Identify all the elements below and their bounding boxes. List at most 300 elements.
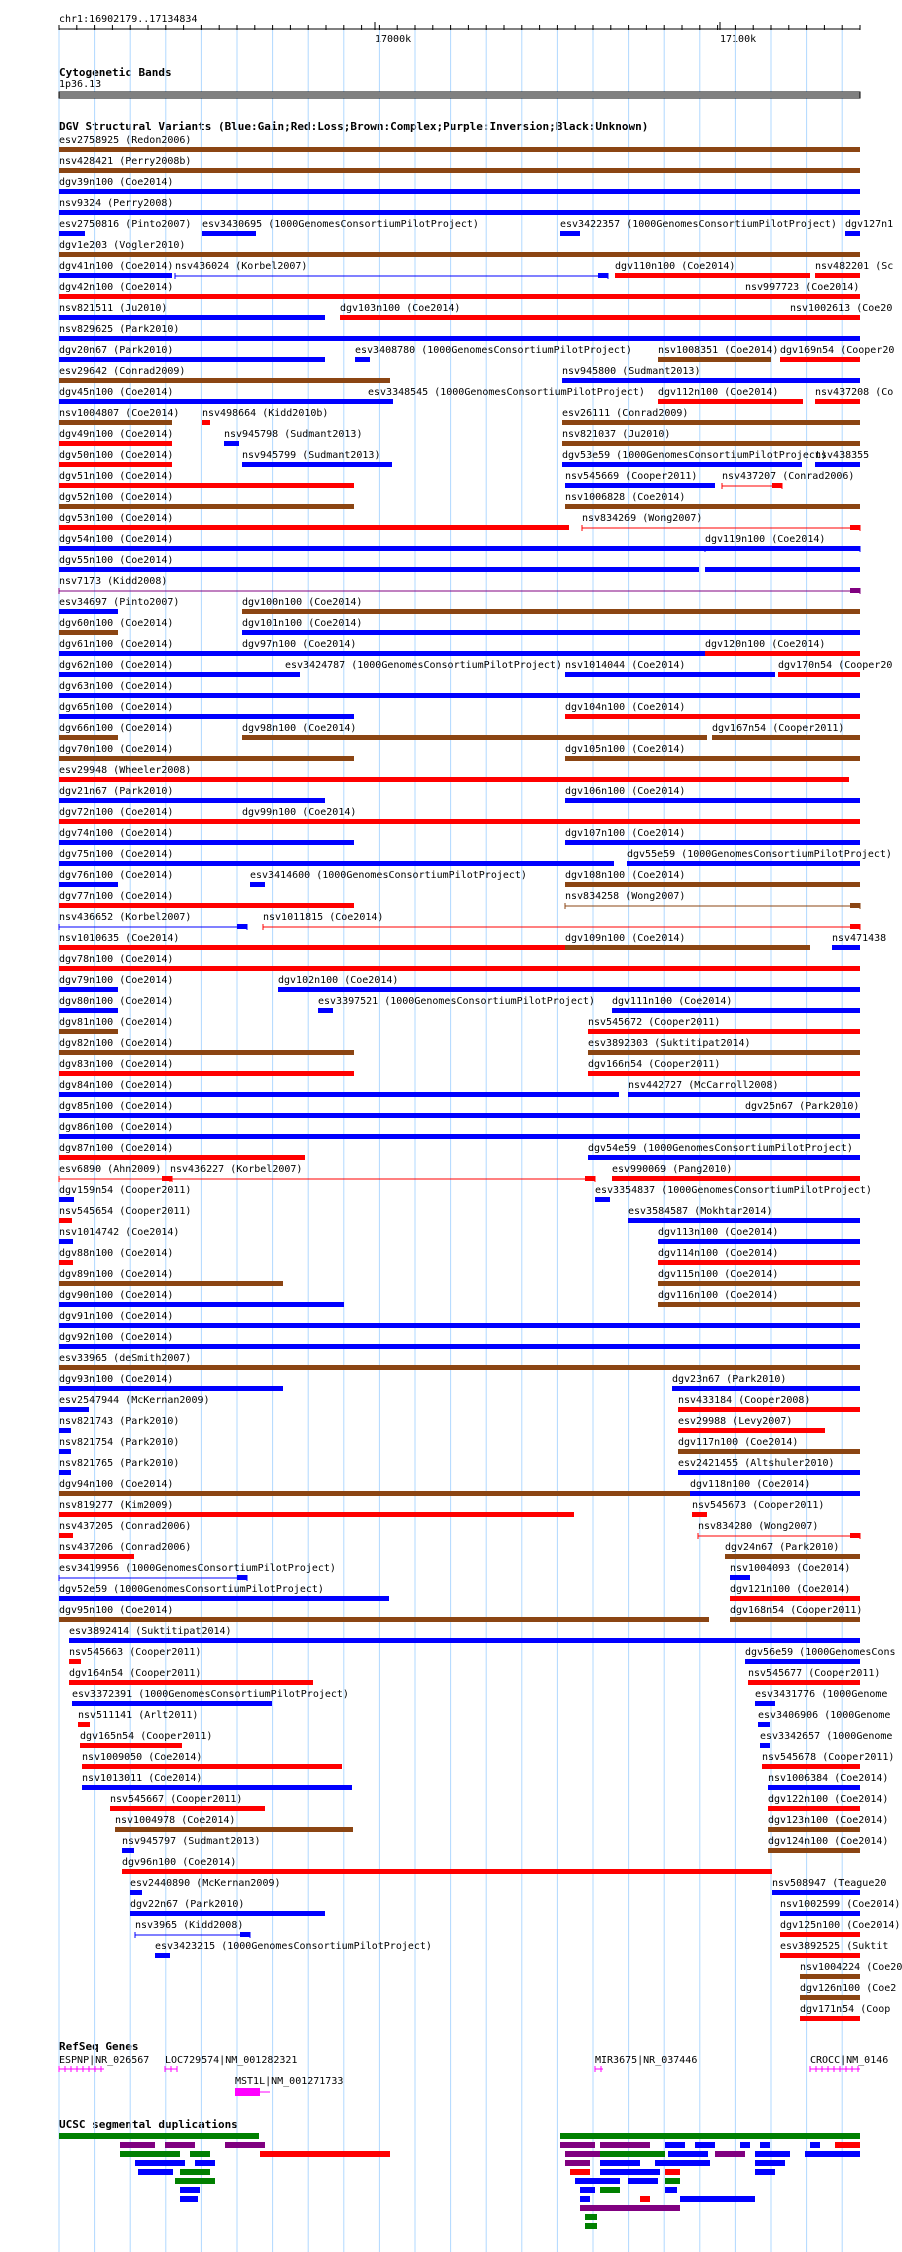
sv-label[interactable]: nsv436024 (Korbel2007) <box>175 261 308 272</box>
sv-label[interactable]: nsv1006828 (Coe2014) <box>565 492 686 503</box>
sv-label[interactable]: dgv93n100 (Coe2014) <box>59 1374 174 1385</box>
segdup-bar[interactable] <box>600 2187 620 2193</box>
sv-label[interactable]: esv3419956 (1000GenomesConsortiumPilotProject) <box>59 1563 336 1574</box>
sv-bar[interactable] <box>562 462 802 467</box>
sv-bar[interactable] <box>745 1659 860 1664</box>
sv-bar[interactable] <box>815 462 860 467</box>
segdup-bar[interactable] <box>195 2160 215 2166</box>
sv-bar[interactable] <box>678 1449 860 1454</box>
sv-label[interactable]: dgv124n100 (Coe2014) <box>768 1836 889 1847</box>
sv-label[interactable]: dgv170n54 (Cooper20 <box>778 660 893 671</box>
sv-label[interactable]: dgv78n100 (Coe2014) <box>59 954 174 965</box>
segdup-bar[interactable] <box>755 2169 775 2175</box>
sv-bar[interactable] <box>59 315 325 320</box>
sv-bar[interactable] <box>59 714 354 719</box>
sv-bar[interactable] <box>59 1260 73 1265</box>
sv-label[interactable]: nsv545677 (Cooper2011) <box>748 1668 881 1679</box>
sv-bar[interactable] <box>59 777 849 782</box>
segdup-bar[interactable] <box>585 2214 597 2220</box>
sv-label[interactable]: nsv1008351 (Coe2014) <box>658 345 779 356</box>
segdup-bar[interactable] <box>120 2142 155 2148</box>
sv-label[interactable]: nsv1004978 (Coe2014) <box>115 1815 236 1826</box>
sv-label[interactable]: dgv25n67 (Park2010) <box>745 1101 860 1112</box>
sv-bar[interactable] <box>242 630 860 635</box>
sv-label[interactable]: dgv21n67 (Park2010) <box>59 786 174 797</box>
sv-bar[interactable] <box>242 735 707 740</box>
segdup-bar[interactable] <box>260 2151 390 2157</box>
segdup-bar[interactable] <box>565 2151 600 2157</box>
sv-bar[interactable] <box>59 378 390 383</box>
sv-label[interactable]: dgv82n100 (Coe2014) <box>59 1038 174 1049</box>
sv-bar[interactable] <box>755 1701 775 1706</box>
sv-label[interactable]: dgv119n100 (Coe2014) <box>705 534 826 545</box>
sv-label[interactable]: nsv1004807 (Coe2014) <box>59 408 180 419</box>
sv-label[interactable]: dgv106n100 (Coe2014) <box>565 786 686 797</box>
sv-label[interactable]: dgv116n100 (Coe2014) <box>658 1290 779 1301</box>
sv-label[interactable]: dgv111n100 (Coe2014) <box>612 996 733 1007</box>
sv-bar[interactable] <box>565 945 810 950</box>
sv-bar[interactable] <box>250 882 265 887</box>
sv-label[interactable]: nsv1011815 (Coe2014) <box>263 912 384 923</box>
sv-bar[interactable] <box>705 567 860 572</box>
sv-label[interactable]: dgv54n100 (Coe2014) <box>59 534 174 545</box>
sv-label[interactable]: nsv545654 (Cooper2011) <box>59 1206 192 1217</box>
sv-bar[interactable] <box>772 483 782 488</box>
sv-label[interactable]: dgv56e59 (1000GenomesCons <box>745 1647 896 1658</box>
sv-bar[interactable] <box>745 1113 860 1118</box>
sv-label[interactable]: nsv821765 (Park2010) <box>59 1458 180 1469</box>
sv-bar[interactable] <box>237 1575 247 1580</box>
sv-bar[interactable] <box>627 861 860 866</box>
sv-label[interactable]: dgv55e59 (1000GenomesConsortiumPilotProject) <box>627 849 892 860</box>
sv-bar[interactable] <box>562 420 860 425</box>
sv-bar[interactable] <box>59 483 354 488</box>
sv-bar[interactable] <box>850 1533 860 1538</box>
sv-bar[interactable] <box>730 1596 860 1601</box>
sv-bar[interactable] <box>760 1743 770 1748</box>
sv-bar[interactable] <box>59 756 354 761</box>
sv-label[interactable]: dgv166n54 (Cooper2011) <box>588 1059 721 1070</box>
sv-bar[interactable] <box>59 861 614 866</box>
sv-bar[interactable] <box>59 420 172 425</box>
sv-label[interactable]: esv2750816 (Pinto2007) <box>59 219 192 230</box>
sv-label[interactable]: esv2440890 (McKernan2009) <box>130 1878 281 1889</box>
sv-bar[interactable] <box>628 1218 860 1223</box>
segdup-bar[interactable] <box>805 2151 860 2157</box>
sv-label[interactable]: esv3397521 (1000GenomesConsortiumPilotProject) <box>318 996 595 1007</box>
sv-label[interactable]: dgv39n100 (Coe2014) <box>59 177 174 188</box>
sv-bar[interactable] <box>224 441 239 446</box>
sv-bar[interactable] <box>318 1008 333 1013</box>
sv-bar[interactable] <box>59 1092 619 1097</box>
sv-label[interactable]: dgv22n67 (Park2010) <box>130 1899 245 1910</box>
sv-label[interactable]: dgv95n100 (Coe2014) <box>59 1605 174 1616</box>
gene-label[interactable]: CROCC|NM_0146 <box>810 2055 889 2066</box>
segdup-bar[interactable] <box>580 2187 595 2193</box>
sv-label[interactable]: dgv118n100 (Coe2014) <box>690 1479 811 1490</box>
sv-bar[interactable] <box>59 1134 860 1139</box>
sv-bar[interactable] <box>565 504 860 509</box>
sv-label[interactable]: esv29988 (Levy2007) <box>678 1416 793 1427</box>
sv-label[interactable]: dgv85n100 (Coe2014) <box>59 1101 174 1112</box>
sv-bar[interactable] <box>242 462 392 467</box>
sv-bar[interactable] <box>130 1911 325 1916</box>
sv-label[interactable]: esv3892414 (Suktitipat2014) <box>69 1626 232 1637</box>
sv-label[interactable]: nsv436652 (Korbel2007) <box>59 912 192 923</box>
segdup-bar[interactable] <box>755 2151 790 2157</box>
sv-label[interactable]: nsv945799 (Sudmant2013) <box>242 450 381 461</box>
sv-bar[interactable] <box>59 441 172 446</box>
sv-label[interactable]: nsv7173 (Kidd2008) <box>59 576 168 587</box>
sv-bar[interactable] <box>768 1806 860 1811</box>
sv-label[interactable]: esv29948 (Wheeler2008) <box>59 765 192 776</box>
sv-bar[interactable] <box>59 273 172 278</box>
sv-bar[interactable] <box>705 651 860 656</box>
sv-label[interactable]: dgv98n100 (Coe2014) <box>242 723 357 734</box>
sv-label[interactable]: esv3423215 (1000GenomesConsortiumPilotProject) <box>155 1941 432 1952</box>
sv-label[interactable]: dgv23n67 (Park2010) <box>672 1374 787 1385</box>
sv-bar[interactable] <box>59 882 118 887</box>
sv-bar[interactable] <box>815 399 860 404</box>
sv-bar[interactable] <box>59 1050 354 1055</box>
sv-bar[interactable] <box>595 1197 610 1202</box>
sv-bar[interactable] <box>772 1890 860 1895</box>
sv-label[interactable]: dgv76n100 (Coe2014) <box>59 870 174 881</box>
sv-label[interactable]: esv3422357 (1000GenomesConsortiumPilotProject) <box>560 219 837 230</box>
sv-label[interactable]: nsv545669 (Cooper2011) <box>565 471 698 482</box>
sv-bar[interactable] <box>202 231 256 236</box>
sv-label[interactable]: dgv97n100 (Coe2014) <box>242 639 357 650</box>
sv-label[interactable]: nsv437205 (Conrad2006) <box>59 1521 192 1532</box>
sv-bar[interactable] <box>588 1155 860 1160</box>
sv-label[interactable]: nsv1009050 (Coe2014) <box>82 1752 203 1763</box>
sv-bar[interactable] <box>778 672 860 677</box>
sv-label[interactable]: dgv88n100 (Coe2014) <box>59 1248 174 1259</box>
sv-label[interactable]: nsv498664 (Kidd2010b) <box>202 408 329 419</box>
sv-label[interactable]: esv3584587 (Mokhtar2014) <box>628 1206 773 1217</box>
segdup-bar[interactable] <box>180 2196 198 2202</box>
sv-label[interactable]: dgv65n100 (Coe2014) <box>59 702 174 713</box>
sv-bar[interactable] <box>588 1071 860 1076</box>
segdup-bar[interactable] <box>665 2169 680 2175</box>
sv-bar[interactable] <box>59 294 749 299</box>
sv-label[interactable]: dgv121n100 (Coe2014) <box>730 1584 851 1595</box>
sv-bar[interactable] <box>59 462 172 467</box>
sv-label[interactable]: dgv171n54 (Coop <box>800 2004 891 2015</box>
sv-label[interactable]: dgv123n100 (Coe2014) <box>768 1815 889 1826</box>
sv-bar[interactable] <box>69 1659 81 1664</box>
segdup-bar[interactable] <box>760 2142 770 2148</box>
segdup-bar[interactable] <box>695 2142 715 2148</box>
sv-bar[interactable] <box>242 609 860 614</box>
sv-label[interactable]: nsv819277 (Kim2009) <box>59 1500 174 1511</box>
sv-bar[interactable] <box>850 588 860 593</box>
sv-bar[interactable] <box>59 945 569 950</box>
sv-bar[interactable] <box>59 1533 73 1538</box>
sv-label[interactable]: nsv511141 (Arlt2011) <box>78 1710 199 1721</box>
sv-label[interactable]: esv3431776 (1000Genome <box>755 1689 888 1700</box>
gene-label[interactable]: MST1L|NM_001271733 <box>235 2076 344 2087</box>
sv-label[interactable]: nsv545672 (Cooper2011) <box>588 1017 721 1028</box>
sv-label[interactable]: dgv117n100 (Coe2014) <box>678 1437 799 1448</box>
sv-bar[interactable] <box>278 987 860 992</box>
sv-label[interactable]: nsv428421 (Perry2008b) <box>59 156 192 167</box>
sv-bar[interactable] <box>59 1449 71 1454</box>
sv-label[interactable]: dgv108n100 (Coe2014) <box>565 870 686 881</box>
sv-label[interactable]: esv33965 (deSmith2007) <box>59 1353 192 1364</box>
sv-bar[interactable] <box>80 1743 182 1748</box>
sv-bar[interactable] <box>59 1323 860 1328</box>
sv-label[interactable]: dgv165n54 (Cooper2011) <box>80 1731 213 1742</box>
sv-label[interactable]: dgv63n100 (Coe2014) <box>59 681 174 692</box>
sv-bar[interactable] <box>692 1512 707 1517</box>
sv-label[interactable]: esv3424787 (1000GenomesConsortiumPilotProject) <box>285 660 562 671</box>
sv-bar[interactable] <box>59 525 569 530</box>
sv-label[interactable]: dgv62n100 (Coe2014) <box>59 660 174 671</box>
sv-bar[interactable] <box>82 1764 342 1769</box>
segdup-bar[interactable] <box>585 2223 597 2229</box>
sv-bar[interactable] <box>768 1848 860 1853</box>
sv-bar[interactable] <box>768 1827 860 1832</box>
sv-label[interactable]: dgv86n100 (Coe2014) <box>59 1122 174 1133</box>
segdup-bar[interactable] <box>180 2187 200 2193</box>
sv-label[interactable]: nsv545663 (Cooper2011) <box>69 1647 202 1658</box>
segdup-bar[interactable] <box>580 2205 680 2211</box>
sv-label[interactable]: nsv9324 (Perry2008) <box>59 198 174 209</box>
sv-label[interactable]: dgv110n100 (Coe2014) <box>615 261 736 272</box>
sv-label[interactable]: nsv433184 (Cooper2008) <box>678 1395 811 1406</box>
sv-bar[interactable] <box>612 1008 860 1013</box>
sv-label[interactable]: esv2547944 (McKernan2009) <box>59 1395 210 1406</box>
sv-label[interactable]: nsv821743 (Park2010) <box>59 1416 180 1427</box>
sv-bar[interactable] <box>78 1722 90 1727</box>
sv-bar[interactable] <box>285 672 300 677</box>
sv-label[interactable]: nsv3965 (Kidd2008) <box>135 1920 244 1931</box>
sv-label[interactable]: dgv107n100 (Coe2014) <box>565 828 686 839</box>
sv-bar[interactable] <box>678 1428 825 1433</box>
sv-label[interactable]: dgv79n100 (Coe2014) <box>59 975 174 986</box>
sv-label[interactable]: nsv471438 <box>832 933 887 944</box>
sv-bar[interactable] <box>72 1701 272 1706</box>
sv-label[interactable]: nsv1013011 (Coe2014) <box>82 1773 203 1784</box>
sv-bar[interactable] <box>82 1785 352 1790</box>
sv-bar[interactable] <box>59 840 354 845</box>
sv-bar[interactable] <box>690 1491 860 1496</box>
sv-label[interactable]: nsv545678 (Cooper2011) <box>762 1752 895 1763</box>
sv-label[interactable]: nsv945800 (Sudmant2013) <box>562 366 701 377</box>
sv-label[interactable]: dgv114n100 (Coe2014) <box>658 1248 779 1259</box>
sv-bar[interactable] <box>780 357 860 362</box>
sv-label[interactable]: dgv66n100 (Coe2014) <box>59 723 174 734</box>
segdup-bar[interactable] <box>755 2160 785 2166</box>
sv-label[interactable]: nsv436227 (Korbel2007) <box>170 1164 303 1175</box>
segdup-bar[interactable] <box>600 2151 665 2157</box>
sv-bar[interactable] <box>59 399 374 404</box>
segdup-bar[interactable] <box>600 2160 640 2166</box>
segdup-bar[interactable] <box>655 2160 710 2166</box>
segdup-bar[interactable] <box>180 2169 210 2175</box>
sv-label[interactable]: nsv821511 (Ju2010) <box>59 303 168 314</box>
sv-bar[interactable] <box>615 273 810 278</box>
sv-bar[interactable] <box>815 273 860 278</box>
sv-label[interactable]: nsv1010635 (Coe2014) <box>59 933 180 944</box>
sv-bar[interactable] <box>69 1680 313 1685</box>
sv-label[interactable]: esv3342657 (1000Genome <box>760 1731 893 1742</box>
sv-bar[interactable] <box>745 294 860 299</box>
sv-bar[interactable] <box>565 882 860 887</box>
sv-bar[interactable] <box>59 504 354 509</box>
sv-label[interactable]: dgv53n100 (Coe2014) <box>59 513 174 524</box>
sv-bar[interactable] <box>59 1029 118 1034</box>
gene-label[interactable]: ESPNP|NR_026567 <box>59 2055 150 2066</box>
sv-bar[interactable] <box>748 1680 860 1685</box>
sv-bar[interactable] <box>59 168 860 173</box>
sv-bar[interactable] <box>598 273 608 278</box>
segdup-bar[interactable] <box>580 2196 590 2202</box>
sv-bar[interactable] <box>780 1932 860 1937</box>
sv-label[interactable]: esv3408780 (1000GenomesConsortiumPilotProject) <box>355 345 632 356</box>
segdup-bar[interactable] <box>680 2196 755 2202</box>
segdup-bar[interactable] <box>668 2151 708 2157</box>
sv-label[interactable]: dgv103n100 (Coe2014) <box>340 303 461 314</box>
sv-label[interactable]: dgv100n100 (Coe2014) <box>242 597 363 608</box>
sv-label[interactable]: dgv61n100 (Coe2014) <box>59 639 174 650</box>
sv-bar[interactable] <box>59 735 118 740</box>
sv-label[interactable]: esv3414600 (1000GenomesConsortiumPilotProject) <box>250 870 527 881</box>
sv-label[interactable]: dgv167n54 (Cooper2011) <box>712 723 845 734</box>
sv-bar[interactable] <box>59 903 354 908</box>
sv-bar[interactable] <box>59 987 118 992</box>
sv-label[interactable]: dgv169n54 (Cooper20 <box>780 345 895 356</box>
sv-bar[interactable] <box>59 189 860 194</box>
segdup-bar[interactable] <box>225 2142 265 2148</box>
sv-label[interactable]: dgv52e59 (1000GenomesConsortiumPilotProject) <box>59 1584 324 1595</box>
sv-bar[interactable] <box>130 1890 142 1895</box>
sv-bar[interactable] <box>59 1596 389 1601</box>
sv-label[interactable]: dgv49n100 (Coe2014) <box>59 429 174 440</box>
segdup-bar[interactable] <box>600 2142 650 2148</box>
sv-label[interactable]: dgv87n100 (Coe2014) <box>59 1143 174 1154</box>
sv-bar[interactable] <box>59 966 860 971</box>
sv-bar[interactable] <box>725 1554 860 1559</box>
sv-label[interactable]: dgv52n100 (Coe2014) <box>59 492 174 503</box>
sv-label[interactable]: dgv104n100 (Coe2014) <box>565 702 686 713</box>
sv-label[interactable]: dgv74n100 (Coe2014) <box>59 828 174 839</box>
sv-label[interactable]: nsv829625 (Park2010) <box>59 324 180 335</box>
segdup-bar[interactable] <box>560 2142 595 2148</box>
segdup-bar[interactable] <box>560 2133 860 2139</box>
sv-bar[interactable] <box>850 525 860 530</box>
sv-label[interactable]: dgv164n54 (Cooper2011) <box>69 1668 202 1679</box>
sv-label[interactable]: nsv945798 (Sudmant2013) <box>224 429 363 440</box>
sv-bar[interactable] <box>565 672 775 677</box>
sv-bar[interactable] <box>562 441 860 446</box>
segdup-bar[interactable] <box>740 2142 750 2148</box>
sv-label[interactable]: nsv834258 (Wong2007) <box>565 891 686 902</box>
sv-label[interactable]: nsv945797 (Sudmant2013) <box>122 1836 261 1847</box>
sv-bar[interactable] <box>565 798 860 803</box>
sv-bar[interactable] <box>59 567 699 572</box>
sv-label[interactable]: dgv20n67 (Park2010) <box>59 345 174 356</box>
sv-label[interactable]: esv2758925 (Redon2006) <box>59 135 192 146</box>
sv-bar[interactable] <box>59 252 860 257</box>
sv-label[interactable]: nsv834269 (Wong2007) <box>582 513 703 524</box>
sv-bar[interactable] <box>368 399 393 404</box>
sv-label[interactable]: esv26111 (Conrad2009) <box>562 408 689 419</box>
sv-label[interactable]: esv3430695 (1000GenomesConsortiumPilotProject) <box>202 219 479 230</box>
sv-bar[interactable] <box>59 1197 74 1202</box>
sv-label[interactable]: dgv80n100 (Coe2014) <box>59 996 174 1007</box>
sv-label[interactable]: dgv120n100 (Coe2014) <box>705 639 826 650</box>
sv-bar[interactable] <box>612 1176 860 1181</box>
sv-label[interactable]: dgv75n100 (Coe2014) <box>59 849 174 860</box>
sv-label[interactable]: dgv24n67 (Park2010) <box>725 1542 840 1553</box>
sv-bar[interactable] <box>628 1092 860 1097</box>
sv-bar[interactable] <box>59 1218 72 1223</box>
sv-label[interactable]: nsv1002613 (Coe20 <box>790 303 893 314</box>
segdup-bar[interactable] <box>190 2151 210 2157</box>
sv-label[interactable]: dgv125n100 (Coe2014) <box>780 1920 901 1931</box>
sv-bar[interactable] <box>59 1113 860 1118</box>
sv-label[interactable]: dgv42n100 (Coe2014) <box>59 282 174 293</box>
sv-label[interactable]: dgv1e203 (Vogler2010) <box>59 240 186 251</box>
sv-label[interactable]: dgv101n100 (Coe2014) <box>242 618 363 629</box>
sv-bar[interactable] <box>59 1617 709 1622</box>
sv-label[interactable]: esv3892303 (Suktitipat2014) <box>588 1038 751 1049</box>
sv-label[interactable]: nsv437206 (Conrad2006) <box>59 1542 192 1553</box>
sv-bar[interactable] <box>155 1953 170 1958</box>
sv-label[interactable]: nsv482201 (Sc <box>815 261 894 272</box>
sv-bar[interactable] <box>115 1827 353 1832</box>
sv-bar[interactable] <box>832 945 860 950</box>
sv-label[interactable]: dgv84n100 (Coe2014) <box>59 1080 174 1091</box>
sv-bar[interactable] <box>850 903 860 908</box>
sv-label[interactable]: nsv997723 (Coe2014) <box>745 282 860 293</box>
sv-bar[interactable] <box>562 378 860 383</box>
sv-bar[interactable] <box>59 798 325 803</box>
sv-label[interactable]: esv3892525 (Suktit <box>780 1941 889 1952</box>
sv-label[interactable]: dgv77n100 (Coe2014) <box>59 891 174 902</box>
sv-label[interactable]: nsv821754 (Park2010) <box>59 1437 180 1448</box>
sv-label[interactable]: nsv1014044 (Coe2014) <box>565 660 686 671</box>
sv-label[interactable]: dgv168n54 (Cooper2011) <box>730 1605 863 1616</box>
segdup-bar[interactable] <box>665 2178 680 2184</box>
sv-bar[interactable] <box>59 231 85 236</box>
sv-label[interactable]: nsv1004093 (Coe2014) <box>730 1563 851 1574</box>
sv-bar[interactable] <box>712 735 860 740</box>
segdup-bar[interactable] <box>810 2142 820 2148</box>
segdup-bar[interactable] <box>120 2151 180 2157</box>
sv-label[interactable]: dgv45n100 (Coe2014) <box>59 387 174 398</box>
sv-label[interactable]: nsv437207 (Conrad2006) <box>722 471 855 482</box>
sv-label[interactable]: dgv94n100 (Coe2014) <box>59 1479 174 1490</box>
sv-label[interactable]: dgv102n100 (Coe2014) <box>278 975 399 986</box>
sv-label[interactable]: dgv50n100 (Coe2014) <box>59 450 174 461</box>
gene-label[interactable]: LOC729574|NM_001282321 <box>165 2055 298 2066</box>
sv-label[interactable]: dgv60n100 (Coe2014) <box>59 618 174 629</box>
sv-bar[interactable] <box>588 1029 860 1034</box>
sv-bar[interactable] <box>59 147 860 152</box>
sv-label[interactable]: dgv41n100 (Coe2014) <box>59 261 174 272</box>
sv-bar[interactable] <box>59 1428 71 1433</box>
sv-label[interactable]: dgv115n100 (Coe2014) <box>658 1269 779 1280</box>
sv-bar[interactable] <box>59 1365 860 1370</box>
sv-label[interactable]: esv3406906 (1000Genome <box>758 1710 891 1721</box>
sv-label[interactable]: esv3354837 (1000GenomesConsortiumPilotProject) <box>595 1185 872 1196</box>
segdup-bar[interactable] <box>165 2142 195 2148</box>
sv-label[interactable]: dgv113n100 (Coe2014) <box>658 1227 779 1238</box>
sv-bar[interactable] <box>672 1386 860 1391</box>
